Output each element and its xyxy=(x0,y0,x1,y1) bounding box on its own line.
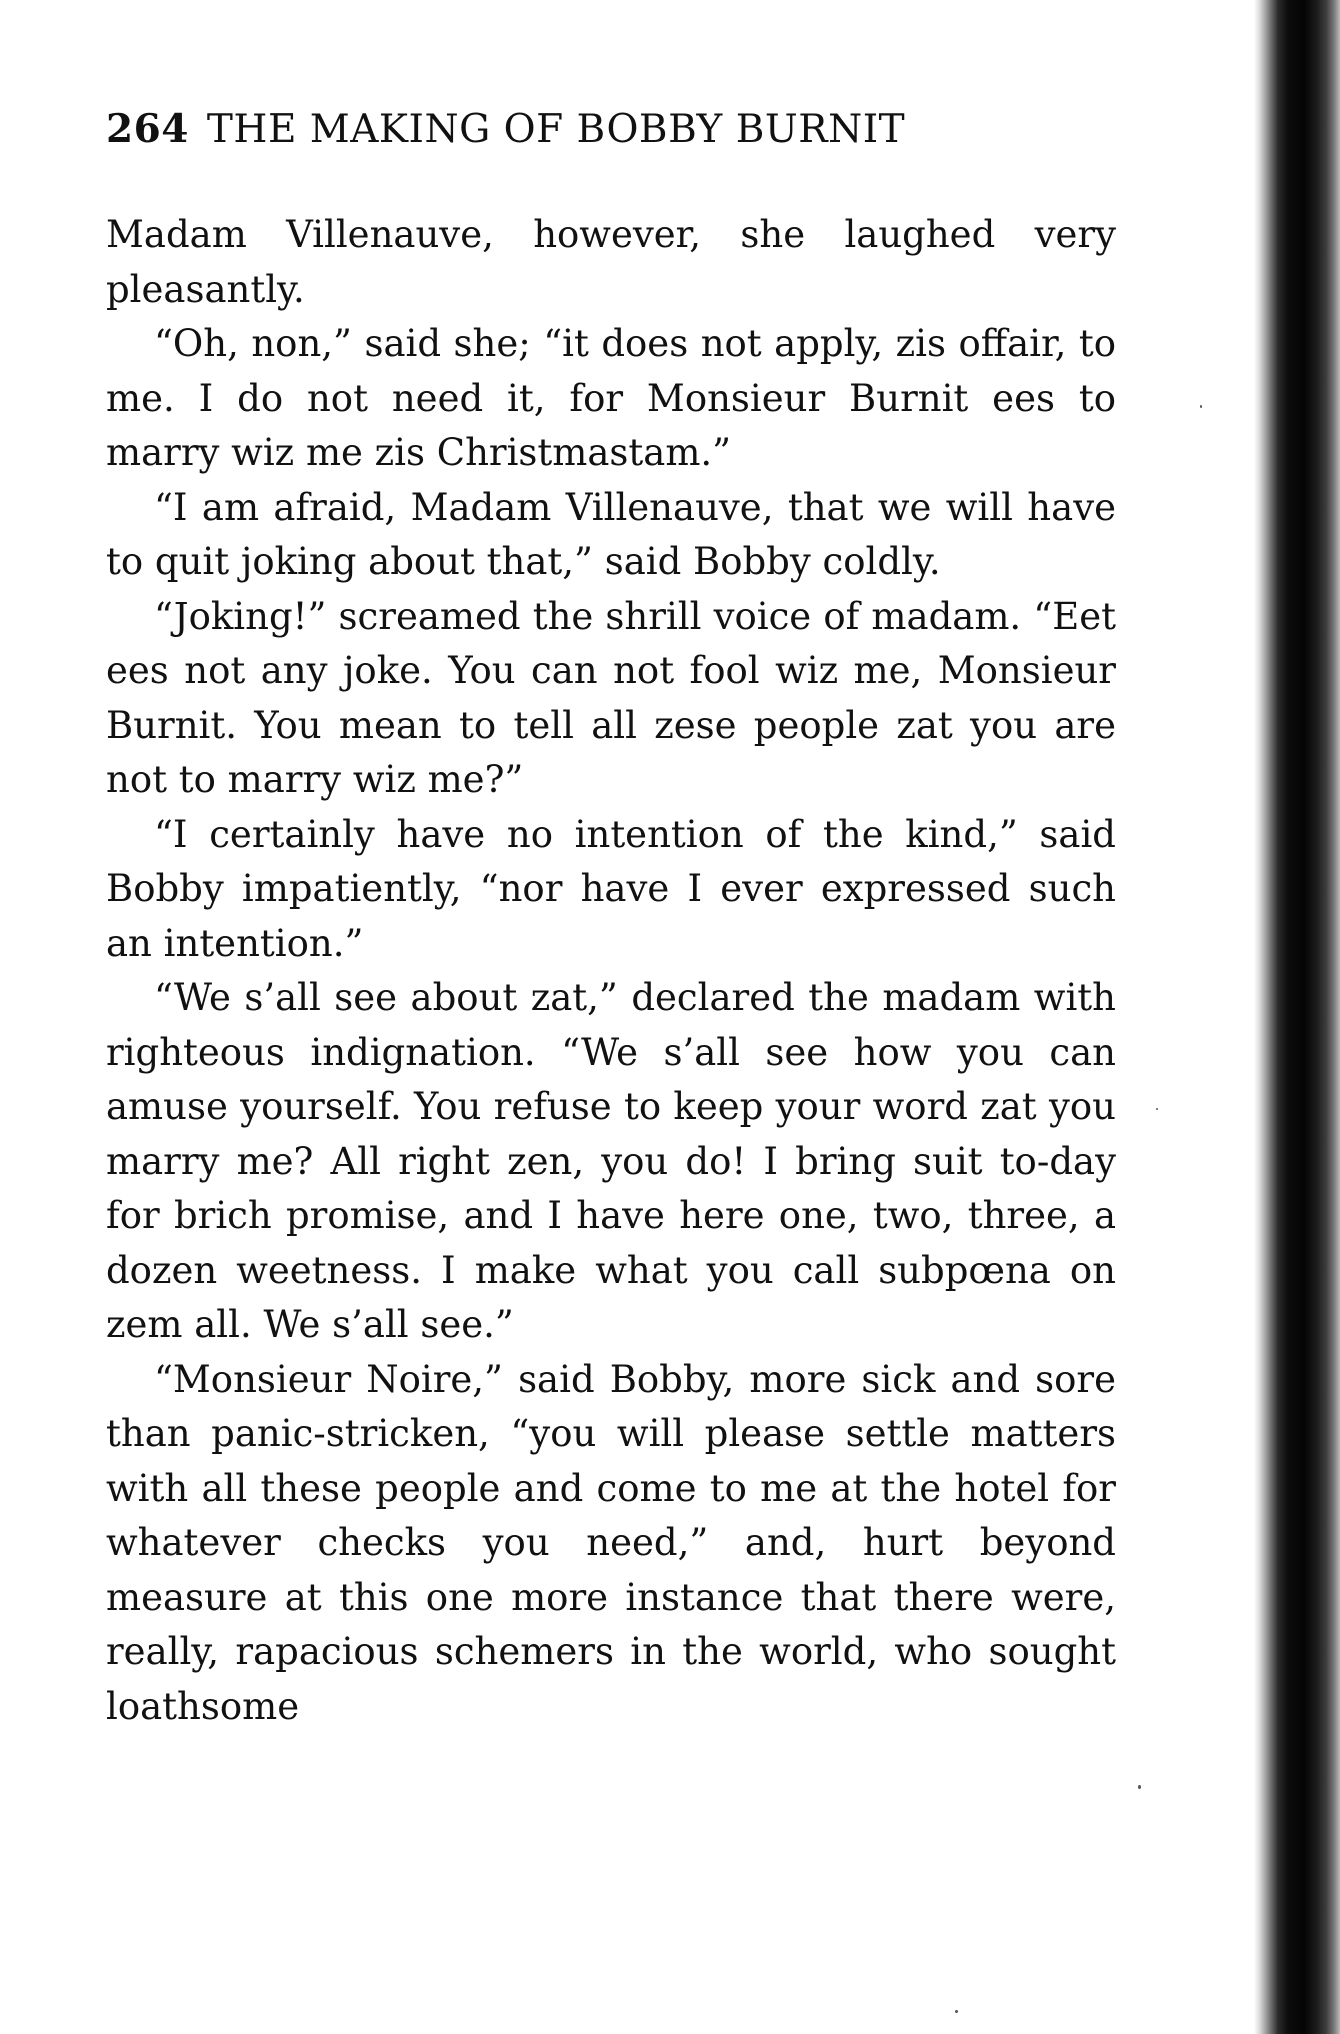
paragraph-2: “Oh, non,” said she; “it does not apply, zis offair, to me. I do not need it, for Monsieur Burnit ees to marry wiz me zis Christmastam.” xyxy=(106,322,1116,474)
page-number: 264 xyxy=(106,106,189,152)
scan-speck xyxy=(1156,1108,1158,1110)
running-title: THE MAKING OF BOBBY BURNIT xyxy=(206,107,906,152)
body-text xyxy=(106,208,1116,1734)
paragraph-6: “We s’all see about zat,” declared the madam with righteous indignation. “We s’all see how you can amuse yourself. You refuse to keep your word zat you marry me? All right zen, you do! I bring suit to-day for brich promise, and I have here one, two, three, a dozen weetness. I make what you call subpœna on zem all. We s’all see.” xyxy=(106,976,1116,1346)
running-header xyxy=(106,106,1116,170)
paragraph-5: “I certainly have no intention of the kind,” said Bobby impatiently, “nor have I ever expressed such an intention.” xyxy=(106,812,1116,965)
scan-speck xyxy=(955,2010,958,2013)
scan-speck xyxy=(1200,405,1202,408)
paragraph-3: “I am afraid, Madam Villenauve, that we will have to quit joking about that,” said Bobby coldly. xyxy=(106,485,1116,583)
paragraph-7: “Monsieur Noire,” said Bobby, more sick and sore than panic-stricken, “you will please settle matters with all these people and come to me at the hotel for whatever checks you need,” and, hurt beyond measure at this one more instance that there were, really, rapacious schemers in the world, who sought loathsome xyxy=(106,1357,1116,1728)
book-spine-shadow xyxy=(1254,0,1340,2034)
paragraph-1: Madam Villenauve, however, she laughed very pleasantly. xyxy=(106,213,1116,311)
paragraph-4: “Joking!” screamed the shrill voice of madam. “Eet ees not any joke. You can not fool wiz me, Monsieur Burnit. You mean to tell all zese people zat you are not to marry wiz me?” xyxy=(106,594,1116,801)
scan-speck xyxy=(1138,1785,1141,1789)
